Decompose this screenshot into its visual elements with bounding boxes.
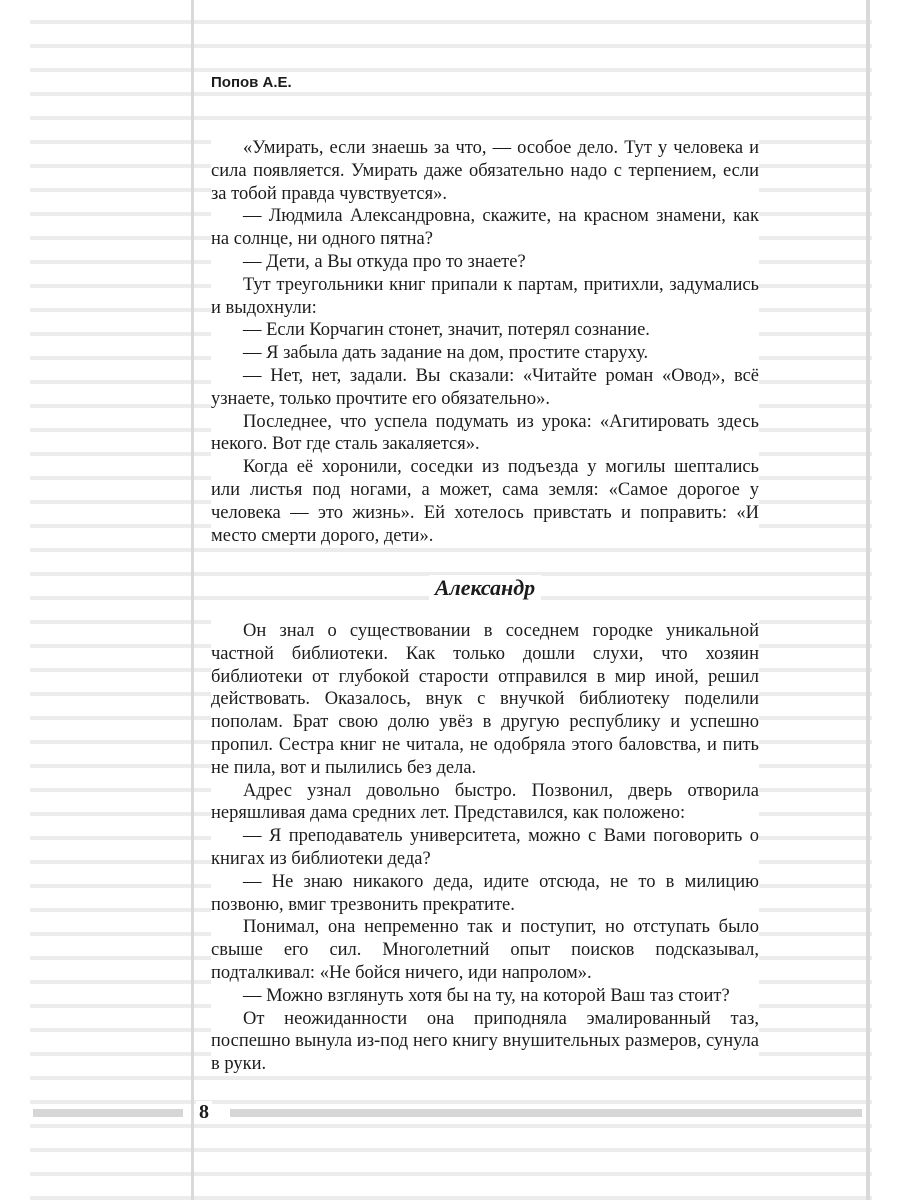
- footer-rule-right: [230, 1109, 862, 1117]
- paragraph: Последнее, что успела подумать из урока: «Агитировать здесь некого. Вот где сталь закаляется».: [211, 411, 759, 455]
- section-2-body: [211, 620, 759, 1076]
- paragraph: — Я забыла дать задание на дом, простите старуху.: [211, 342, 759, 365]
- paragraph: — Нет, нет, задали. Вы сказали: «Читайте роман «Овод», всё узнаете, только прочтите его обязательно».: [211, 365, 759, 409]
- page-number: 8: [196, 1101, 212, 1124]
- paragraph: — Людмила Александровна, скажите, на красном знамени, как на солнце, ни одного пятна?: [211, 206, 759, 250]
- running-header-author: Попов А.Е.: [211, 74, 292, 91]
- paragraph: — Я преподаватель университета, можно с Вами поговорить о книгах из библиотеки деда?: [211, 826, 759, 869]
- paragraph: Когда её хоронили, соседки из подъезда у могилы шептались или листья под ногами, а может, сама земля: «Самое дорогое у человека — это жизнь». Ей хотелось привстать и поправить: «И место смерти дорого, дети».: [211, 457, 759, 546]
- footer-rule-left: [33, 1109, 183, 1117]
- left-margin-rule: [191, 0, 194, 1200]
- section-1-body: [211, 137, 759, 547]
- paragraph: «Умирать, если знаешь за что, — особое дело. Тут у человека и сила появляется. Умирать даже обязательно надо с терпением, если за тобой правда чувствуется».: [211, 138, 759, 204]
- section-2-heading: [211, 575, 759, 601]
- paragraph: Понимал, она непременно так и поступит, но отступать было свыше его сил. Многолетний опыт поисков подсказывал, подталкивал: «Не бойся ничего, иди напролом».: [211, 917, 759, 983]
- paragraph: Адрес узнал довольно быстро. Позвонил, дверь отворила неряшливая дама средних лет. Представился, как положено:: [211, 780, 759, 824]
- paragraph: От неожиданности она приподняла эмалированный таз, поспешно вынула из-под него книгу внушительных размеров, сунула в руки.: [211, 1008, 759, 1075]
- paragraph: Он знал о существовании в соседнем городке уникальной частной библиотеки. Как только дошли слухи, что хозяин библиотеки от глубокой старости отправился в мир иной, решил действовать. Оказалось, внук с внучкой библиотеку поделили пополам. Брат свою долю увёз в другую республику и успешно пропил. Сестра книг не читала, не одобряла этого баловства, и пить не пила, вот и пылились без дела.: [211, 621, 759, 778]
- paragraph: — Если Корчагин стонет, значит, потерял сознание.: [211, 319, 759, 342]
- paragraph: — Можно взглянуть хотя бы на ту, на которой Ваш таз стоит?: [211, 985, 759, 1008]
- paragraph: Тут треугольники книг припали к партам, притихли, задумались и выдохнули:: [211, 274, 759, 318]
- right-margin-rule: [866, 0, 870, 1200]
- paragraph: — Не знаю никакого деда, идите отсюда, не то в милицию позвоню, вмиг трезвонить прекратите.: [211, 871, 759, 915]
- section-title: Александр: [429, 575, 541, 600]
- paragraph: — Дети, а Вы откуда про то знаете?: [211, 251, 759, 274]
- page-right-margin: [872, 0, 900, 1200]
- page-left-margin: [0, 0, 30, 1200]
